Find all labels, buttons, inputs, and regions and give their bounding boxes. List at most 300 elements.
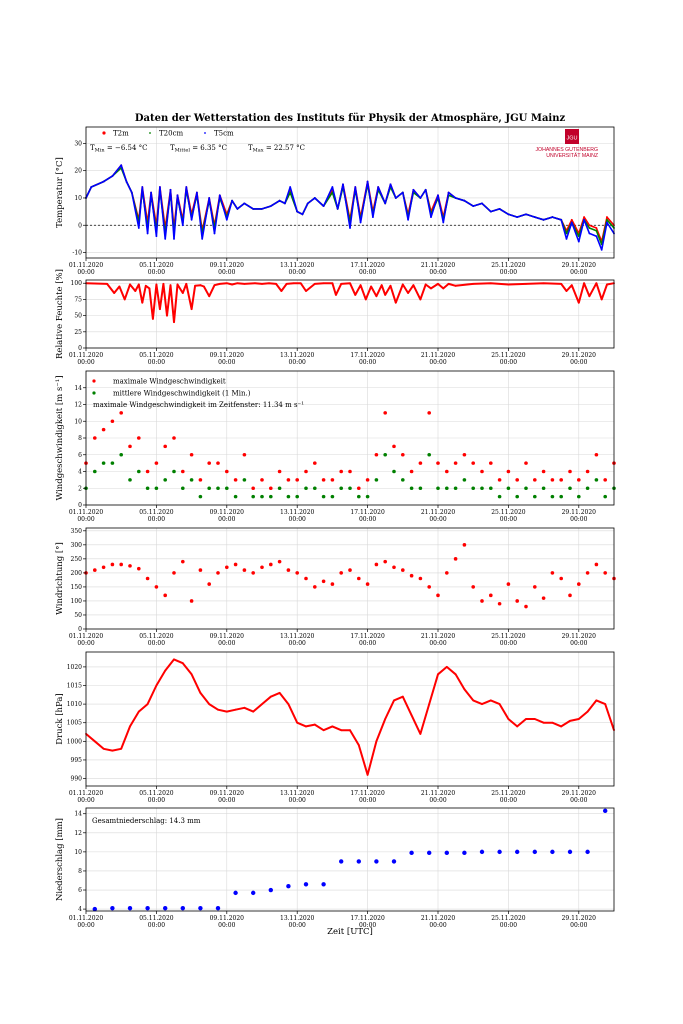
data-point-druck — [525, 718, 527, 720]
data-point-relative-feuchte — [425, 284, 427, 286]
data-point-maximale-windgeschwindigkeit — [155, 461, 159, 465]
x-tick-time: 00:00 — [288, 516, 306, 523]
data-point-niederschlag — [286, 884, 290, 888]
data-point-mittlere-windgeschwindigkeit-1-min- — [480, 486, 484, 490]
data-point-relative-feuchte — [113, 292, 115, 294]
data-point-maximale-windgeschwindigkeit — [146, 470, 150, 474]
stat-max-eq: = — [263, 144, 274, 152]
data-point-relative-feuchte — [191, 308, 193, 310]
data-point-relative-feuchte — [601, 299, 603, 301]
x-tick-label: 01.11.2020 — [68, 352, 104, 359]
data-point-windrichtung — [559, 577, 563, 581]
data-point-t5cm — [170, 189, 172, 191]
x-tick-label: 13.11.2020 — [280, 633, 315, 640]
data-point-druck — [226, 711, 228, 713]
x-tick-time: 00:00 — [429, 516, 447, 523]
data-point-windrichtung — [119, 563, 123, 567]
data-point-niederschlag — [550, 850, 554, 854]
temperature-marks — [85, 164, 615, 250]
x-tick-time: 00:00 — [147, 922, 166, 929]
data-point-mittlere-windgeschwindigkeit-1-min- — [551, 495, 555, 499]
humidity-marks — [85, 282, 615, 323]
data-point-mittlere-windgeschwindigkeit-1-min- — [498, 495, 502, 499]
data-point-druck — [235, 709, 237, 711]
data-point-windrichtung — [489, 594, 493, 598]
stat-max: $T_{Max} = 22.57$ °C — [248, 144, 306, 154]
data-point-maximale-windgeschwindigkeit — [331, 478, 335, 482]
x-tick-time: 00:00 — [77, 797, 95, 804]
x-tick-time: 00:00 — [570, 359, 588, 366]
data-point-windrichtung — [392, 565, 396, 569]
data-point-t5cm — [566, 238, 568, 240]
x-tick-time: 00:00 — [429, 640, 447, 647]
y-tick-label: 12 — [74, 829, 82, 837]
data-point-t5cm — [377, 186, 379, 188]
data-point-t5cm — [583, 219, 585, 221]
y-tick-label: 1000 — [66, 738, 82, 746]
data-point-t5cm — [279, 200, 281, 202]
data-point-windrichtung — [419, 577, 423, 581]
data-point-druck — [94, 740, 96, 742]
data-point-t2m — [571, 219, 573, 221]
data-point-mittlere-windgeschwindigkeit-1-min- — [392, 470, 396, 474]
data-point-druck — [217, 709, 219, 711]
data-point-druck — [332, 726, 334, 728]
pressure-axis — [67, 664, 596, 804]
data-point-mittlere-windgeschwindigkeit-1-min- — [155, 486, 159, 490]
data-point-niederschlag — [269, 888, 273, 892]
data-point-druck — [464, 688, 466, 690]
x-tick-time: 00:00 — [288, 797, 306, 804]
data-point-mittlere-windgeschwindigkeit-1-min- — [234, 495, 238, 499]
data-point-mittlere-windgeschwindigkeit-1-min- — [559, 495, 563, 499]
data-point-t5cm — [578, 241, 580, 243]
x-tick-time: 00:00 — [358, 922, 377, 929]
data-point-t5cm — [138, 227, 140, 229]
data-point-windrichtung — [225, 565, 229, 569]
y-tick-label: 75 — [74, 296, 82, 304]
data-point-relative-feuchte — [370, 286, 372, 288]
x-tick-time: 00:00 — [77, 269, 95, 276]
data-point-t5cm — [103, 181, 105, 183]
legend-label-t2m: T2m — [113, 129, 129, 138]
data-point-mittlere-windgeschwindigkeit-1-min- — [454, 486, 458, 490]
data-point-niederschlag — [145, 906, 149, 910]
data-point-relative-feuchte — [280, 290, 282, 292]
data-point-relative-feuchte — [275, 283, 277, 285]
data-point-druck — [349, 729, 351, 731]
data-point-windrichtung — [322, 580, 326, 584]
data-point-maximale-windgeschwindigkeit — [559, 478, 563, 482]
data-point-t5cm — [261, 208, 263, 210]
data-point-t5cm — [337, 208, 339, 210]
data-point-relative-feuchte — [571, 284, 573, 286]
data-point-mittlere-windgeschwindigkeit-1-min- — [260, 495, 264, 499]
data-point-relative-feuchte — [376, 295, 378, 297]
data-point-druck — [200, 692, 202, 694]
data-point-maximale-windgeschwindigkeit — [339, 470, 343, 474]
x-tick-time: 00:00 — [77, 359, 95, 366]
humidity-panel — [55, 269, 615, 366]
data-point-t2m — [606, 216, 608, 218]
data-point-t5cm — [219, 194, 221, 196]
pressure-ylabel: Druck [hPa] — [55, 693, 65, 745]
data-point-druck — [481, 703, 483, 705]
data-point-t5cm — [425, 189, 427, 191]
data-point-druck — [428, 703, 430, 705]
y-tick-label: 10 — [74, 418, 82, 426]
data-point-t5cm — [384, 203, 386, 205]
data-point-t5cm — [448, 192, 450, 194]
data-point-druck — [103, 748, 105, 750]
stat-mean-eq: = — [189, 144, 201, 152]
x-tick-label: 21.11.2020 — [420, 509, 456, 516]
y-tick-label: 8 — [78, 867, 82, 875]
data-point-druck — [499, 703, 501, 705]
data-point-t5cm — [596, 235, 598, 237]
data-point-t5cm — [302, 213, 304, 215]
data-point-t5cm — [407, 219, 409, 221]
data-point-windrichtung — [471, 585, 475, 589]
legend-marker-t5cm — [204, 132, 206, 134]
data-point-t5cm — [150, 192, 152, 194]
data-point-t5cm — [534, 216, 536, 218]
data-point-relative-feuchte — [349, 282, 351, 284]
data-point-windrichtung — [348, 568, 352, 572]
data-point-maximale-windgeschwindigkeit — [243, 453, 247, 457]
stat-max-value: 22.57 °C — [273, 144, 306, 152]
data-point-t5cm — [481, 203, 483, 205]
data-point-mittlere-windgeschwindigkeit-1-min- — [146, 486, 150, 490]
data-point-maximale-windgeschwindigkeit — [251, 486, 255, 490]
temperature-stats — [90, 144, 305, 154]
data-point-t5cm — [525, 213, 527, 215]
data-point-maximale-windgeschwindigkeit — [595, 453, 599, 457]
x-tick-time: 00:00 — [499, 516, 518, 523]
data-point-windrichtung — [366, 582, 370, 586]
data-point-relative-feuchte — [254, 282, 256, 284]
jgu-logo — [535, 129, 598, 159]
data-point-mittlere-windgeschwindigkeit-1-min- — [463, 478, 467, 482]
data-point-maximale-windgeschwindigkeit — [207, 461, 211, 465]
data-point-druck — [288, 703, 290, 705]
stat-max-sub: Max — [252, 147, 264, 154]
data-point-maximale-windgeschwindigkeit — [190, 453, 194, 457]
y-tick-label: 995 — [70, 756, 82, 764]
data-point-windrichtung — [216, 571, 220, 575]
data-point-maximale-windgeschwindigkeit — [445, 470, 449, 474]
y-tick-label: 10 — [74, 848, 82, 856]
data-point-t5cm — [307, 203, 309, 205]
data-point-druck — [244, 707, 246, 709]
data-point-windrichtung — [128, 564, 132, 568]
x-tick-label: 09.11.2020 — [209, 790, 244, 797]
data-point-t5cm — [395, 197, 397, 199]
data-point-niederschlag — [533, 850, 537, 854]
data-point-relative-feuchte — [420, 299, 422, 301]
data-point-relative-feuchte — [525, 283, 527, 285]
y-tick-label: 12 — [74, 401, 82, 409]
data-point-maximale-windgeschwindigkeit — [577, 478, 581, 482]
data-point-relative-feuchte — [170, 284, 172, 286]
data-point-mittlere-windgeschwindigkeit-1-min- — [163, 478, 167, 482]
data-point-relative-feuchte — [340, 283, 342, 285]
data-point-druck — [560, 726, 562, 728]
data-point-t5cm — [437, 194, 439, 196]
data-point-relative-feuchte — [490, 282, 492, 284]
x-tick-time: 00:00 — [429, 269, 447, 276]
data-point-windrichtung — [383, 560, 387, 564]
data-point-maximale-windgeschwindigkeit — [533, 478, 537, 482]
data-point-t5cm — [112, 175, 114, 177]
data-point-windrichtung — [445, 571, 449, 575]
data-point-windrichtung — [410, 574, 414, 578]
x-tick-time: 00:00 — [288, 640, 306, 647]
data-point-relative-feuchte — [354, 294, 356, 296]
y-tick-label: 50 — [74, 312, 82, 320]
data-point-t20cm — [606, 219, 608, 221]
data-point-relative-feuchte — [395, 302, 397, 304]
data-point-mittlere-windgeschwindigkeit-1-min- — [357, 495, 361, 499]
data-point-relative-feuchte — [293, 282, 295, 284]
data-point-druck — [367, 774, 369, 776]
data-point-mittlere-windgeschwindigkeit-1-min- — [507, 486, 511, 490]
winddirection-marks — [84, 543, 616, 608]
data-point-mittlere-windgeschwindigkeit-1-min- — [542, 486, 546, 490]
x-tick-label: 05.11.2020 — [139, 262, 174, 269]
data-point-mittlere-windgeschwindigkeit-1-min- — [111, 461, 115, 465]
data-point-t5cm — [508, 213, 510, 215]
data-point-mittlere-windgeschwindigkeit-1-min- — [533, 495, 537, 499]
y-tick-label: 10 — [74, 194, 82, 202]
y-tick-label: 300 — [70, 541, 82, 549]
x-tick-label: 17.11.2020 — [350, 633, 385, 640]
pressure-marks — [85, 659, 615, 776]
data-point-relative-feuchte — [578, 302, 580, 304]
data-point-relative-feuchte — [152, 318, 154, 320]
data-point-druck — [543, 722, 545, 724]
data-point-druck — [402, 696, 404, 698]
data-point-maximale-windgeschwindigkeit — [366, 478, 370, 482]
data-point-relative-feuchte — [214, 284, 216, 286]
x-tick-label: 21.11.2020 — [420, 633, 456, 640]
data-point-windrichtung — [401, 568, 405, 572]
data-point-t5cm — [323, 205, 325, 207]
data-point-druck — [340, 729, 342, 731]
data-point-druck — [376, 740, 378, 742]
precip-annotation: Gesamtniederschlag: 14.3 mm — [92, 817, 201, 825]
data-point-niederschlag — [603, 809, 607, 813]
data-point-druck — [455, 673, 457, 675]
x-tick-time: 00:00 — [147, 359, 166, 366]
data-point-mittlere-windgeschwindigkeit-1-min- — [243, 478, 247, 482]
y-tick-label: 1010 — [66, 701, 82, 709]
data-point-t5cm — [455, 197, 457, 199]
data-point-windrichtung — [586, 571, 590, 575]
x-axis-label: Zeit [UTC] — [327, 927, 373, 937]
data-point-t5cm — [231, 200, 233, 202]
data-point-maximale-windgeschwindigkeit — [401, 453, 405, 457]
y-tick-label: 4 — [78, 906, 82, 914]
data-point-t5cm — [173, 238, 175, 240]
data-point-maximale-windgeschwindigkeit — [410, 470, 414, 474]
data-point-druck — [604, 703, 606, 705]
data-point-relative-feuchte — [455, 285, 457, 287]
x-tick-label: 01.11.2020 — [68, 790, 104, 797]
x-tick-label: 29.11.2020 — [561, 262, 596, 269]
data-point-t5cm — [244, 203, 246, 205]
stat-min-value: −6.54 °C — [114, 144, 148, 152]
data-point-druck — [120, 748, 122, 750]
data-point-t5cm — [402, 192, 404, 194]
x-tick-label: 05.11.2020 — [139, 790, 174, 797]
x-tick-label: 29.11.2020 — [561, 352, 596, 359]
data-point-relative-feuchte — [407, 292, 409, 294]
data-point-niederschlag — [110, 906, 114, 910]
data-point-windrichtung — [577, 582, 581, 586]
data-point-mittlere-windgeschwindigkeit-1-min- — [313, 486, 317, 490]
data-point-maximale-windgeschwindigkeit — [454, 461, 458, 465]
data-point-relative-feuchte — [148, 288, 150, 290]
data-point-mittlere-windgeschwindigkeit-1-min- — [436, 486, 440, 490]
data-point-relative-feuchte — [323, 282, 325, 284]
data-point-t2m — [583, 216, 585, 218]
data-point-mittlere-windgeschwindigkeit-1-min- — [102, 461, 106, 465]
y-tick-label: 0 — [78, 502, 82, 509]
data-point-mittlere-windgeschwindigkeit-1-min- — [489, 486, 493, 490]
data-point-maximale-windgeschwindigkeit — [278, 470, 282, 474]
data-point-relative-feuchte — [305, 290, 307, 292]
x-tick-time: 00:00 — [288, 359, 306, 366]
data-point-druck — [552, 722, 554, 724]
data-point-windrichtung — [480, 599, 484, 603]
y-tick-label: 6 — [78, 887, 82, 895]
data-point-maximale-windgeschwindigkeit — [181, 470, 185, 474]
data-point-maximale-windgeschwindigkeit — [524, 461, 528, 465]
data-point-druck — [191, 673, 193, 675]
temperature-panel — [55, 127, 615, 276]
data-point-t5cm — [159, 186, 161, 188]
x-tick-label: 21.11.2020 — [420, 262, 456, 269]
data-point-relative-feuchte — [177, 284, 179, 286]
data-point-mittlere-windgeschwindigkeit-1-min- — [269, 495, 273, 499]
data-point-windrichtung — [181, 560, 185, 564]
x-tick-label: 25.11.2020 — [491, 633, 526, 640]
x-tick-time: 00:00 — [499, 922, 518, 929]
data-point-t5cm — [284, 203, 286, 205]
x-tick-label: 05.11.2020 — [139, 509, 174, 516]
stat-mean-sub: Mittel — [174, 147, 190, 154]
x-tick-label: 21.11.2020 — [420, 790, 456, 797]
data-point-maximale-windgeschwindigkeit — [322, 478, 326, 482]
legend-label-max-wind: maximale Windgeschwindigkeit — [113, 377, 226, 386]
data-point-windrichtung — [295, 571, 299, 575]
data-point-druck — [129, 726, 131, 728]
data-point-t5cm — [131, 192, 133, 194]
data-point-windrichtung — [251, 571, 255, 575]
data-point-windrichtung — [137, 567, 141, 571]
data-point-mittlere-windgeschwindigkeit-1-min- — [603, 495, 607, 499]
data-point-niederschlag — [568, 850, 572, 854]
data-point-maximale-windgeschwindigkeit — [507, 470, 511, 474]
data-point-windrichtung — [93, 568, 97, 572]
x-tick-label: 13.11.2020 — [280, 509, 315, 516]
data-point-t5cm — [177, 194, 179, 196]
x-tick-label: 25.11.2020 — [491, 915, 526, 922]
x-tick-label: 25.11.2020 — [491, 790, 526, 797]
legend-marker-t2m — [102, 131, 105, 134]
data-point-relative-feuchte — [173, 321, 175, 323]
y-tick-label: 30 — [74, 140, 82, 148]
data-point-druck — [252, 711, 254, 713]
data-point-maximale-windgeschwindigkeit — [348, 470, 352, 474]
data-point-relative-feuchte — [129, 284, 131, 286]
data-point-maximale-windgeschwindigkeit — [392, 445, 396, 449]
y-tick-label: 100 — [70, 280, 82, 288]
data-point-druck — [279, 692, 281, 694]
data-point-mittlere-windgeschwindigkeit-1-min- — [190, 478, 194, 482]
data-point-niederschlag — [480, 850, 484, 854]
data-point-maximale-windgeschwindigkeit — [419, 461, 423, 465]
data-point-windrichtung — [357, 577, 361, 581]
data-point-maximale-windgeschwindigkeit — [269, 486, 273, 490]
x-tick-time: 00:00 — [499, 269, 518, 276]
y-tick-label: 200 — [70, 569, 82, 577]
data-point-t2m — [596, 227, 598, 229]
data-point-relative-feuchte — [159, 308, 161, 310]
data-point-t5cm — [606, 222, 608, 224]
data-point-mittlere-windgeschwindigkeit-1-min- — [199, 495, 203, 499]
data-point-druck — [323, 729, 325, 731]
data-point-druck — [182, 662, 184, 664]
x-tick-time: 00:00 — [570, 516, 588, 523]
data-point-windrichtung — [551, 571, 555, 575]
data-point-windrichtung — [454, 557, 458, 561]
data-point-maximale-windgeschwindigkeit — [304, 470, 308, 474]
data-point-relative-feuchte — [300, 282, 302, 284]
x-tick-time: 00:00 — [570, 797, 588, 804]
data-point-mittlere-windgeschwindigkeit-1-min- — [383, 453, 387, 457]
data-point-mittlere-windgeschwindigkeit-1-min- — [375, 478, 379, 482]
data-point-relative-feuchte — [583, 282, 585, 284]
x-tick-label: 21.11.2020 — [420, 352, 456, 359]
data-point-mittlere-windgeschwindigkeit-1-min- — [419, 486, 423, 490]
data-point-niederschlag — [216, 906, 220, 910]
data-point-maximale-windgeschwindigkeit — [102, 428, 106, 432]
x-tick-time: 00:00 — [499, 797, 518, 804]
x-tick-time: 00:00 — [288, 922, 306, 929]
data-point-relative-feuchte — [543, 282, 545, 284]
data-point-windrichtung — [542, 596, 546, 600]
windspeed-panel — [55, 371, 616, 523]
y-tick-label: 350 — [70, 527, 82, 535]
jgu-logo-line2: UNIVERSITÄT MAINZ — [546, 153, 598, 159]
precip-ylabel: Niederschlag [mm] — [55, 818, 65, 901]
data-point-niederschlag — [445, 851, 449, 855]
data-point-maximale-windgeschwindigkeit — [515, 478, 519, 482]
x-tick-label: 13.11.2020 — [280, 352, 315, 359]
data-point-windrichtung — [111, 563, 115, 567]
data-point-mittlere-windgeschwindigkeit-1-min- — [401, 478, 405, 482]
data-point-relative-feuchte — [437, 283, 439, 285]
data-point-niederschlag — [427, 851, 431, 855]
data-point-druck — [490, 699, 492, 701]
x-tick-label: 13.11.2020 — [280, 262, 315, 269]
data-point-t5cm — [147, 233, 149, 235]
x-tick-label: 09.11.2020 — [209, 262, 244, 269]
data-point-maximale-windgeschwindigkeit — [383, 411, 387, 415]
data-point-relative-feuchte — [384, 294, 386, 296]
